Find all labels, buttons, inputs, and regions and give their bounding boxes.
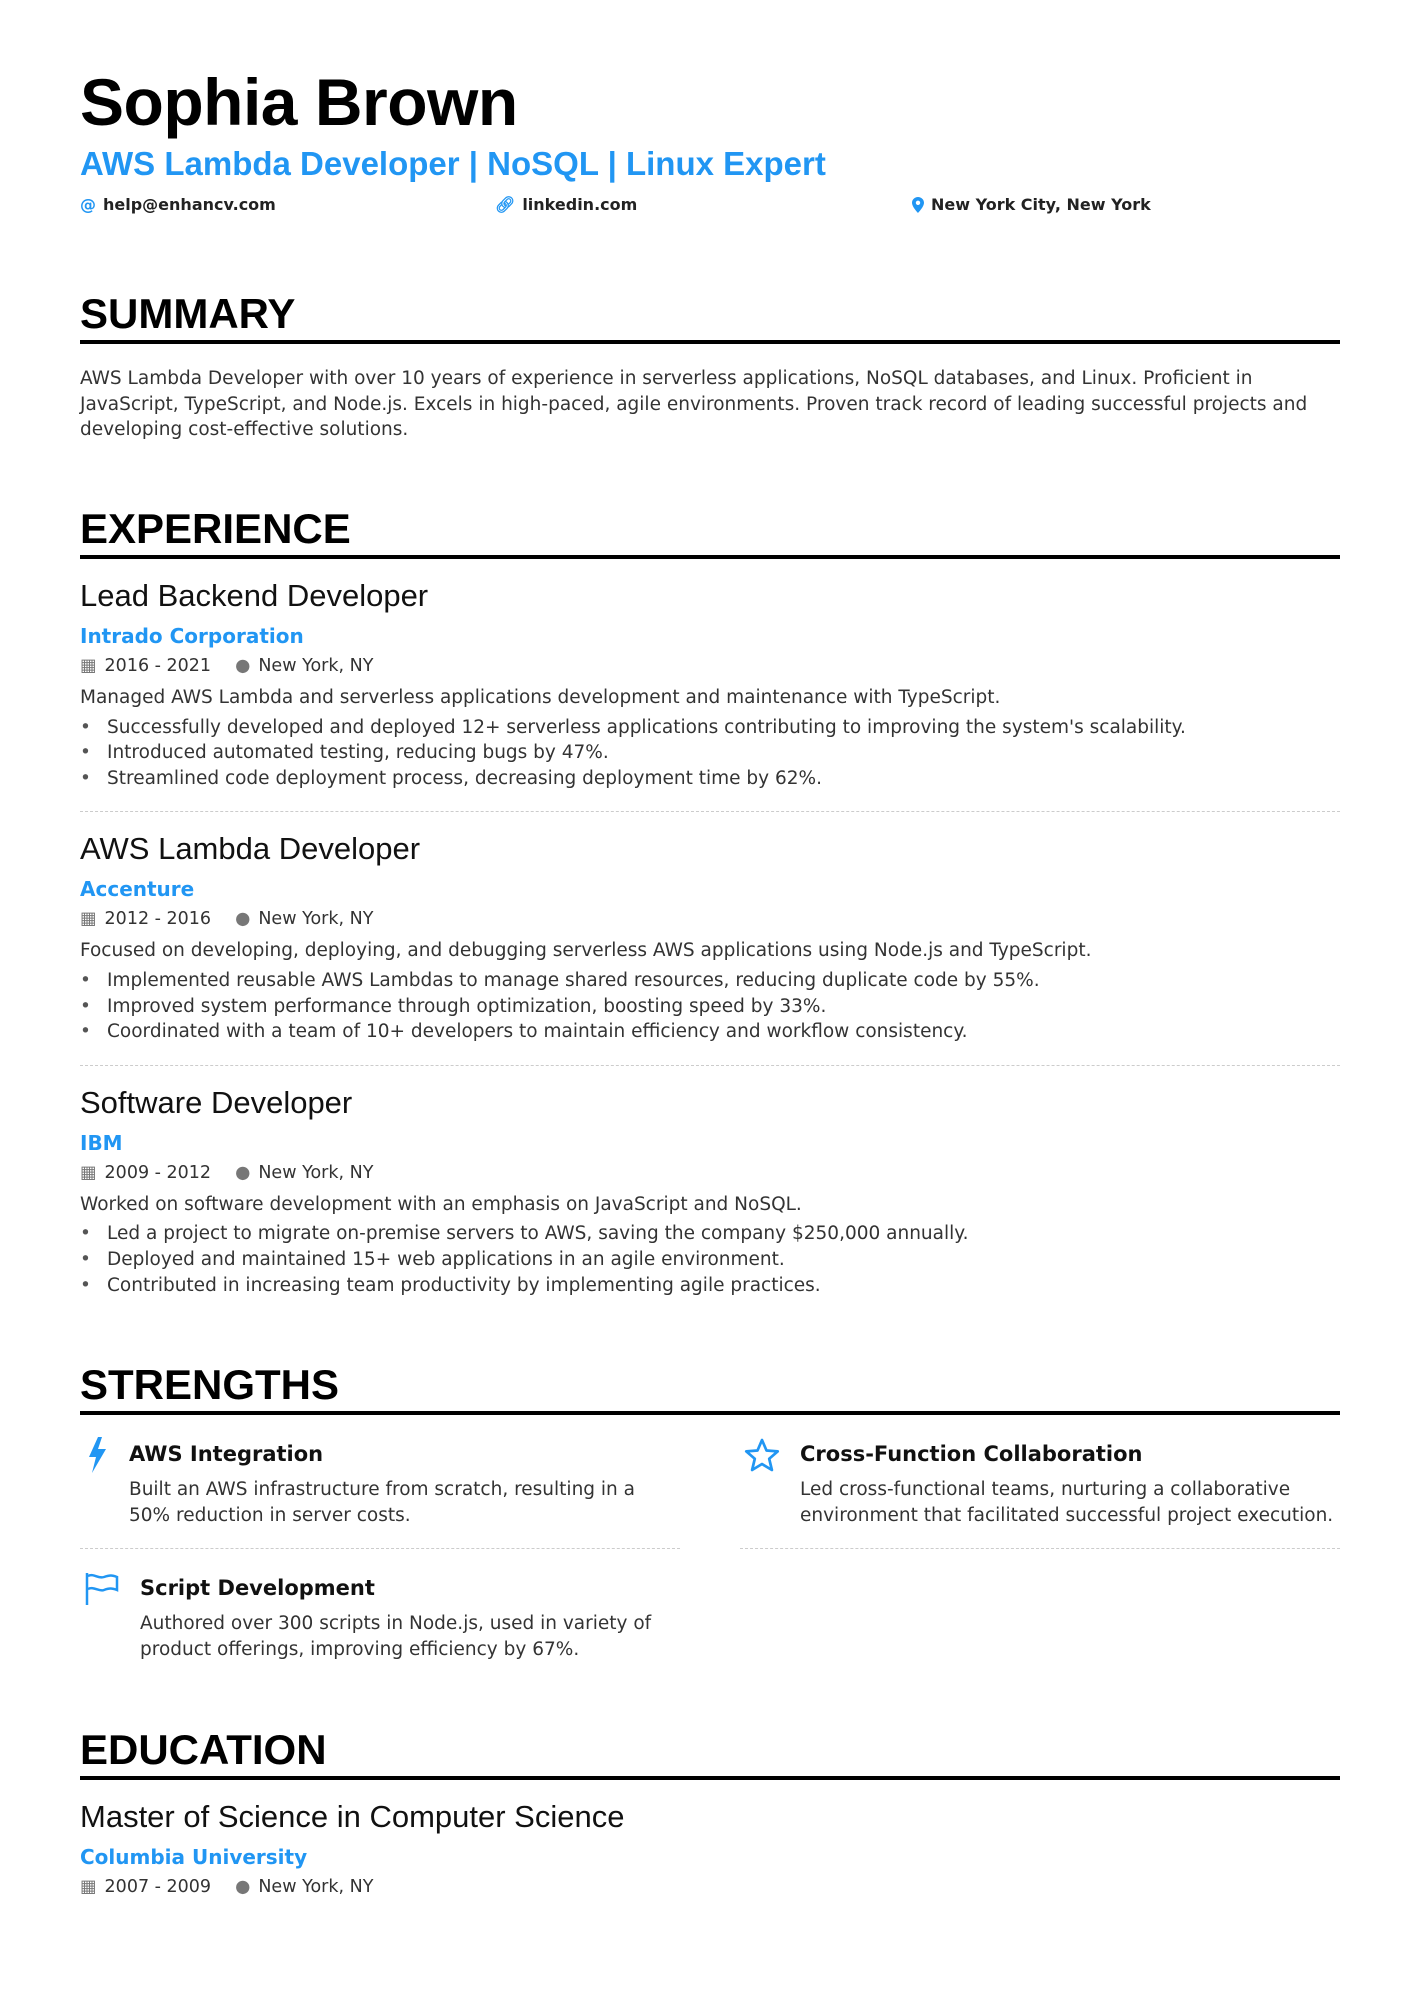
degree: Master of Science in Computer Science: [80, 1799, 625, 1834]
job-bullet: • Coordinated with a team of 10+ developers to maintain efficiency and workflow consistency.: [80, 1019, 1340, 1045]
flag-icon: [84, 1571, 120, 1662]
strength-item: [80, 1549, 680, 1682]
job-location: ● New York, NY: [235, 1162, 374, 1183]
job-bullet: • Deployed and maintained 15+ web applications in an agile environment.: [80, 1247, 1340, 1273]
job-title: Software Developer: [80, 1084, 353, 1120]
contact-location: [912, 195, 1151, 214]
calendar-icon: ▦: [80, 909, 97, 930]
education-location: ● New York, NY: [235, 1877, 374, 1897]
job-entry: [80, 559, 1340, 812]
job-entry: [80, 812, 1340, 1065]
star-icon: [744, 1437, 780, 1528]
location-pin-icon: ●: [235, 656, 251, 676]
job-bullet: • Successfully developed and deployed 12+ serverless applications contributing to improving the system's scalability.: [80, 715, 1340, 741]
job-description: Worked on software development with an emphasis on JavaScript and NoSQL.: [80, 1193, 802, 1215]
strengths-section: [80, 1361, 1340, 1682]
job-entry: [80, 1066, 1340, 1318]
job-dates: ▦ 2009 - 2012: [80, 1162, 212, 1183]
candidate-name: Sophia Brown: [80, 65, 518, 139]
location-pin-icon: ●: [235, 1162, 251, 1183]
job-bullet: • Implemented reusable AWS Lambdas to manage shared resources, reducing duplicate code by 55%.: [80, 968, 1340, 994]
section-heading: STRENGTHS: [80, 1361, 1340, 1415]
link-icon: 🔗︎: [495, 195, 516, 214]
calendar-icon: ▦: [80, 656, 97, 676]
calendar-icon: ▦: [80, 1162, 97, 1183]
job-bullet: • Contributed in increasing team productivity by implementing agile practices.: [80, 1273, 1340, 1299]
calendar-icon: ▦: [80, 1877, 97, 1897]
strength-title: AWS Integration: [129, 1442, 324, 1466]
experience-section: [80, 505, 1340, 1318]
strength-text: Authored over 300 scripts in Node.js, used in variety of product offerings, improving efficiency by 67%.: [140, 1613, 652, 1660]
lightning-bolt-icon: [84, 1437, 109, 1528]
job-title: AWS Lambda Developer: [80, 831, 421, 867]
strength-item: [740, 1415, 1340, 1549]
job-dates: ▦ 2016 - 2021: [80, 656, 212, 676]
job-dates: ▦ 2012 - 2016: [80, 909, 212, 930]
section-heading: SUMMARY: [80, 290, 1340, 344]
job-bullet: • Improved system performance through optimization, boosting speed by 33%.: [80, 994, 1340, 1020]
summary-section: [80, 290, 1340, 443]
summary-text: AWS Lambda Developer with over 10 years of experience in serverless applications, NoSQL databases, and Linux. Proficient in JavaScript, TypeScript, and Node.js. Excels in high-paced, agile environments. Proven track record of leading successful projects and developing cost-effective solutions.: [80, 368, 1308, 441]
strength-text: Built an AWS infrastructure from scratch, resulting in a 50% reduction in server costs.: [129, 1479, 635, 1526]
candidate-title: AWS Lambda Developer | NoSQL | Linux Expert: [80, 145, 826, 182]
job-description: Focused on developing, deploying, and debugging serverless AWS applications using Node.js and TypeScript.: [80, 940, 1092, 962]
email-text: help@enhancv.com: [103, 195, 276, 214]
contact-linkedin[interactable]: [495, 195, 637, 214]
linkedin-text: linkedin.com: [522, 195, 638, 214]
company-name: IBM: [80, 1130, 123, 1155]
job-location: ● New York, NY: [235, 909, 374, 930]
location-pin-icon: ●: [235, 909, 251, 930]
contact-email[interactable]: [80, 195, 276, 214]
location-pin-icon: ●: [235, 1877, 251, 1897]
job-bullet: • Streamlined code deployment process, decreasing deployment time by 62%.: [80, 766, 1340, 792]
education-dates: ▦ 2007 - 2009: [80, 1877, 212, 1897]
company-name: Accenture: [80, 877, 195, 902]
strength-text: Led cross-functional teams, nurturing a collaborative environment that facilitated successful project execution.: [800, 1479, 1334, 1526]
strength-title: Cross-Function Collaboration: [800, 1442, 1143, 1466]
section-heading: EDUCATION: [80, 1726, 1340, 1780]
job-bullet: • Introduced automated testing, reducing bugs by 47%.: [80, 740, 1340, 766]
location-pin-icon: [912, 197, 924, 213]
job-title: Lead Backend Developer: [80, 578, 429, 613]
school: Columbia University: [80, 1845, 308, 1869]
education-section: [80, 1726, 1340, 1900]
company-name: Intrado Corporation: [80, 624, 304, 648]
section-heading: EXPERIENCE: [80, 505, 1340, 559]
strength-title: Script Development: [140, 1576, 375, 1601]
job-bullet: • Led a project to migrate on-premise servers to AWS, saving the company $250,000 annually.: [80, 1221, 1340, 1247]
job-description: Managed AWS Lambda and serverless applications development and maintenance with TypeScript.: [80, 687, 1001, 708]
strength-item: [80, 1415, 680, 1549]
location-text: New York City, New York: [931, 195, 1151, 214]
job-location: ● New York, NY: [235, 656, 374, 676]
at-icon: @: [80, 195, 96, 214]
